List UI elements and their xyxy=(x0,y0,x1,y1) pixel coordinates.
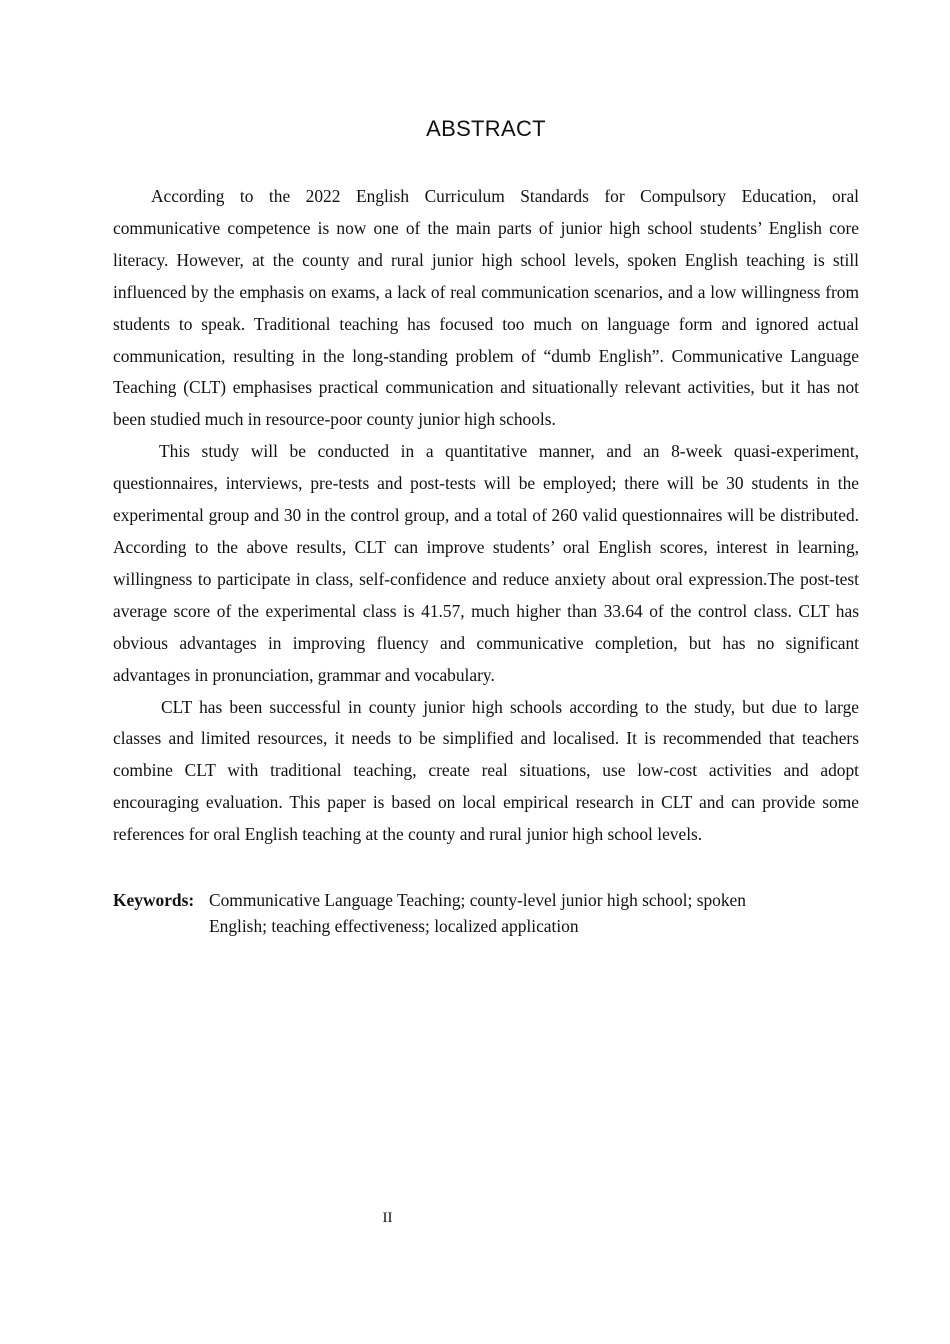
keywords-line-2: English; teaching effectiveness; localized application xyxy=(209,916,579,936)
page-number: II xyxy=(382,1210,393,1226)
keywords-line-1 xyxy=(113,887,859,913)
keywords-text-1: Communicative Language Teaching; county-level junior high school; spoken xyxy=(209,890,746,910)
abstract-paragraph-1: According to the 2022 English Curriculum Standards for Compulsory Education, oral communicative competence is now one of the main parts of junior high school students’ English core literacy. However, at the county and rural junior high school levels, spoken English teaching is still influenced by the emphasis on exams, a lack of real communication scenarios, and a low willingness from students to speak. Traditional teaching has focused too much on language form and ignored actual communication, resulting in the long-standing problem of “dumb English”. Communicative Language Teaching (CLT) emphasises practical communication and situationally relevant activities, but it has not been studied much in resource-poor county junior high schools. xyxy=(113,186,859,430)
keywords-block xyxy=(113,887,859,939)
abstract-title: ABSTRACT xyxy=(426,116,546,141)
abstract-paragraph-2: This study will be conducted in a quantitative manner, and an 8-week quasi-experiment, questionnaires, interviews, pre-tests and post-tests will be employed; there will be 30 students in the experimental group and 30 in the control group, and a total of 260 valid questionnaires will be distributed. According to the above results, CLT can improve students’ oral English scores, interest in learning, willingness to participate in class, self-confidence and reduce anxiety about oral expression.The post-test average score of the experimental class is 41.57, much higher than 33.64 of the control class. CLT has obvious advantages in improving fluency and communicative completion, but has no significant advantages in pronunciation, grammar and vocabulary. xyxy=(113,441,859,685)
abstract-paragraph-3: CLT has been successful in county junior high schools according to the study, but due to large classes and limited resources, it needs to be simplified and localised. It is recommended that teachers combine CLT with traditional teaching, create real situations, use low-cost activities and adopt encouraging evaluation. This paper is based on local empirical research in CLT and can provide some references for oral English teaching at the county and rural junior high school levels. xyxy=(113,696,859,845)
abstract-body xyxy=(113,181,859,851)
keywords-label: Keywords: xyxy=(113,890,195,910)
